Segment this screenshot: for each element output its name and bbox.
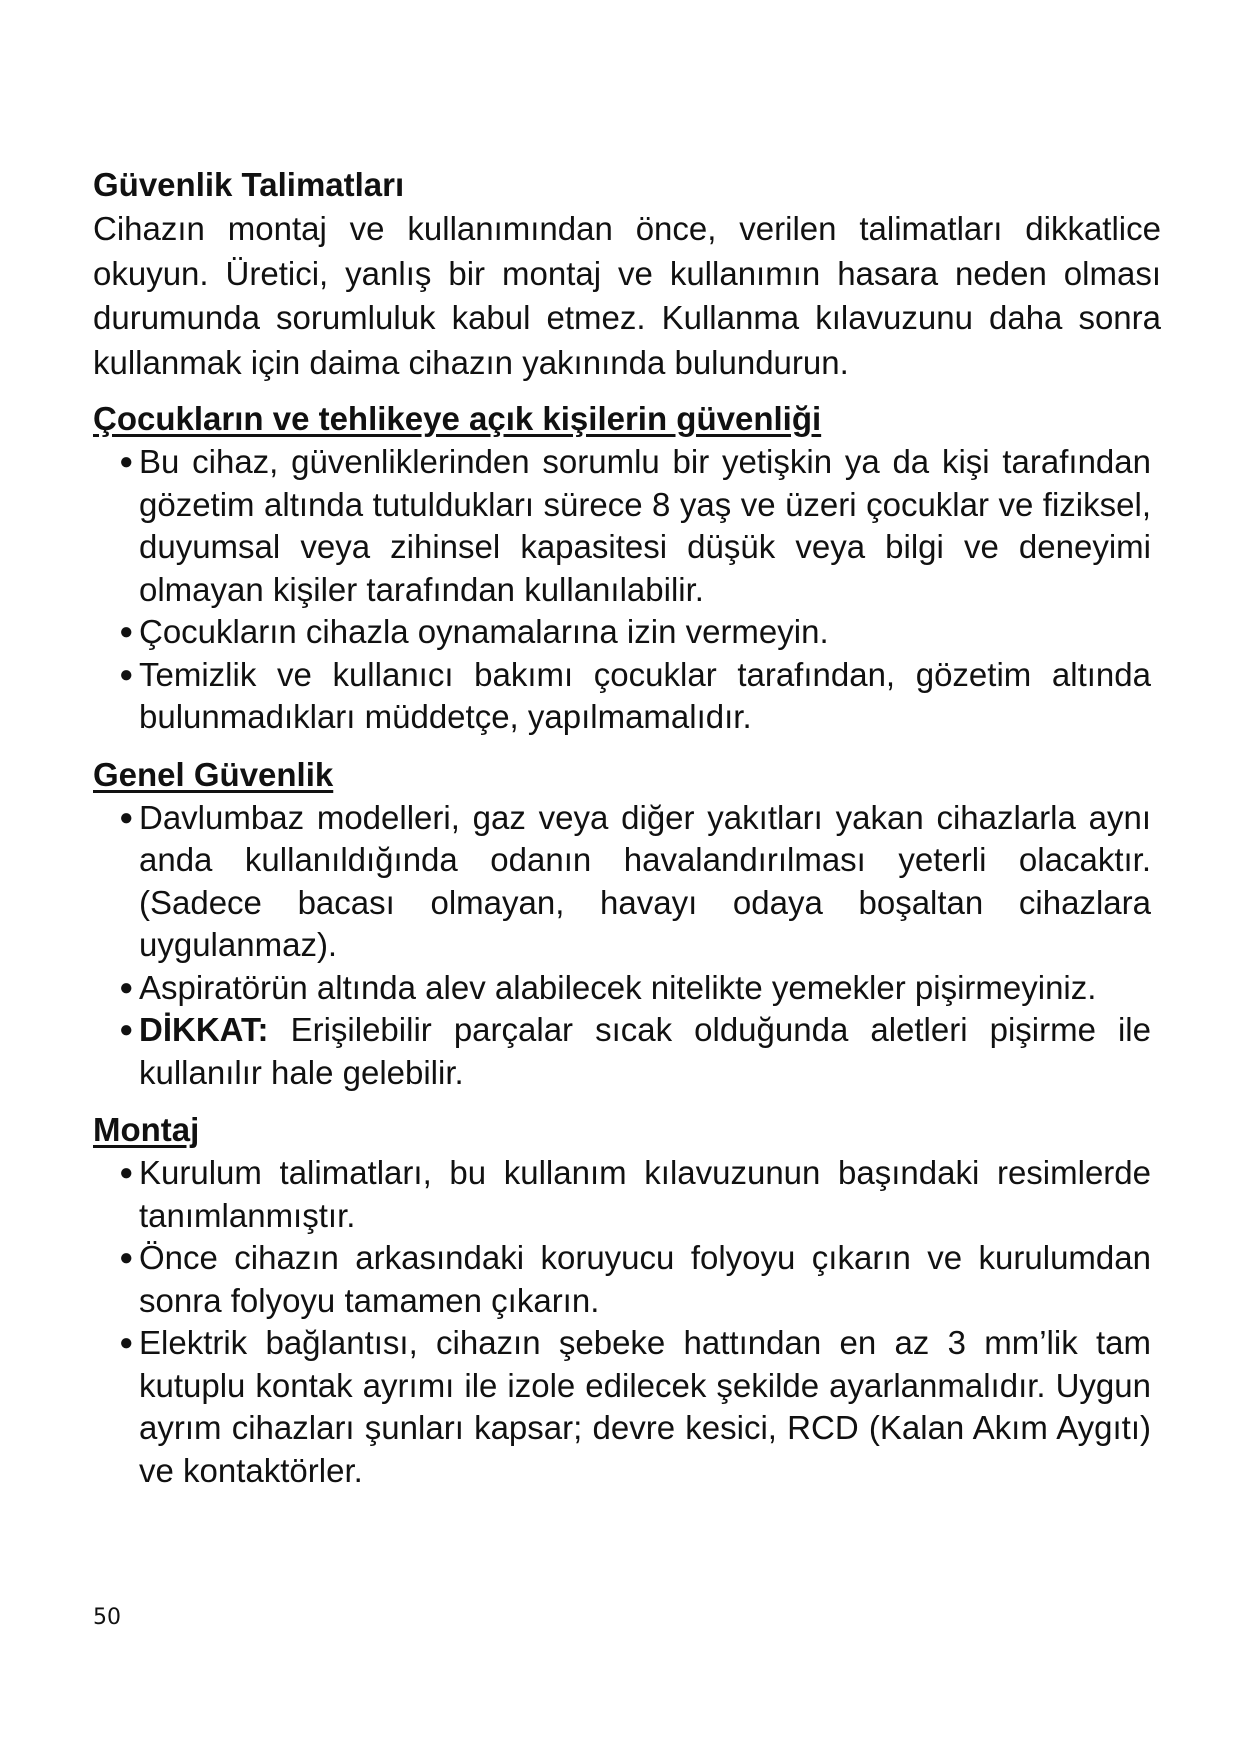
bullet-icon: ● xyxy=(119,1329,134,1356)
section-title: Genel Güvenlik xyxy=(93,755,334,793)
page-number: 50 xyxy=(93,1605,121,1630)
bullet-icon: ● xyxy=(119,1016,134,1043)
bullet-icon: ● xyxy=(119,618,134,645)
list-item-text: Aspiratörün altında alev alabilecek nitelikte yemekler pişirmeyiniz. xyxy=(139,968,1097,1006)
section-installation xyxy=(93,1108,1151,1492)
bullet-icon: ● xyxy=(119,1244,134,1271)
bullet-icon: ● xyxy=(119,803,134,831)
section-title: Montaj xyxy=(93,1111,200,1148)
list-item xyxy=(93,441,1151,611)
bullet-icon: ● xyxy=(119,1159,134,1186)
list-item-text: Elektrik bağlantısı, cihazın şebeke hattından en az 3 mm’lik tam kutuplu kontak ayrımı ile izole edilecek şekilde ayarlanmalıdır. Uygun ayrım cihazları şunları kapsar; devre kesici, RCD (Kalan Akım Aygıtı) ve kontaktörler. xyxy=(139,1324,1151,1489)
page-title: Güvenlik Talimatları xyxy=(93,166,405,203)
bullet-icon: ● xyxy=(119,973,134,1001)
list-item xyxy=(93,797,1151,967)
list-item-text: Çocukların cihazla oynamalarına izin vermeyin. xyxy=(139,613,829,650)
list-item-text: Bu cihaz, güvenliklerinden sorumlu bir yetişkin ya da kişi tarafından gözetim altında tutuldukları sürece 8 yaş ve üzeri çocuklar ve fiziksel, duyumsal veya zihinsel kapasitesi düşük veya bilgi ve deneyimi olmayan kişiler tarafından kullanılabilir. xyxy=(139,443,1151,608)
list-item-text: Kurulum talimatları, bu kullanım kılavuzunun başındaki resimlerde tanımlanmıştır. xyxy=(139,1154,1151,1234)
list-item xyxy=(93,1009,1151,1094)
list-item xyxy=(93,967,1151,1010)
warning-label: DİKKAT: xyxy=(139,1011,269,1048)
bullet-icon: ● xyxy=(119,660,134,688)
list-item xyxy=(93,1322,1151,1492)
list-item xyxy=(93,654,1151,739)
bullet-list xyxy=(93,441,1151,739)
list-item-text: Erişilebilir parçalar sıcak olduğunda aletleri pişirme ile kullanılır hale gelebilir. xyxy=(139,1011,1151,1091)
bullet-icon: ● xyxy=(119,448,134,475)
list-item xyxy=(93,611,1151,654)
section-general-safety xyxy=(93,753,1151,1095)
list-item-text: Davlumbaz modelleri, gaz veya diğer yakıtları yakan cihazlarla aynı anda kullanıldığında odanın havalandırılması yeterli olacaktır. (Sadece bacası olmayan, havayı odaya boşaltan cihazlara uygulanmaz). xyxy=(139,798,1151,963)
bullet-list xyxy=(93,1152,1151,1492)
list-item-text: Önce cihazın arkasındaki koruyucu folyoyu çıkarın ve kurulumdan sonra folyoyu tamamen çıkarın. xyxy=(139,1239,1151,1319)
section-title: Çocukların ve tehlikeye açık kişilerin güvenliği xyxy=(93,400,822,437)
bullet-list xyxy=(93,797,1151,1095)
list-item-text: Temizlik ve kullanıcı bakımı çocuklar tarafından, gözetim altında bulunmadıkları müddetçe, yapılmamalıdır. xyxy=(139,655,1151,735)
list-item xyxy=(93,1237,1151,1322)
document-page xyxy=(93,163,1161,1492)
intro-paragraph: Cihazın montaj ve kullanımından önce, verilen talimatları dikkatlice okuyun. Üretici, yanlış bir montaj ve kullanımın hasara neden olması durumunda sorumluluk kabul etmez. Kullanma kılavuzunu daha sonra kullanmak için daima cihazın yakınında bulundurun. xyxy=(93,210,1161,381)
section-child-safety xyxy=(93,397,1151,739)
list-item xyxy=(93,1152,1151,1237)
